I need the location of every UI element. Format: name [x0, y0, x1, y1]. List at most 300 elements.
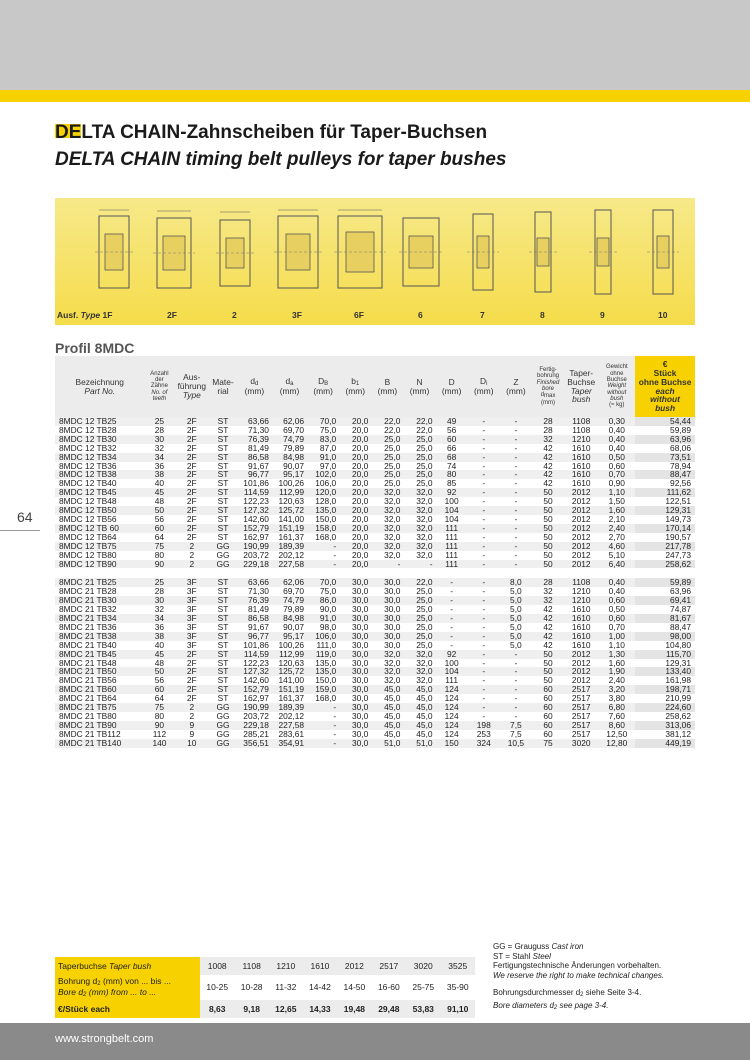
table-cell: - [500, 650, 532, 659]
table-cell: 124 [436, 721, 468, 730]
table-cell: 7,5 [500, 721, 532, 730]
table-cell: 2012 [564, 497, 598, 506]
table-row [55, 641, 695, 650]
table-cell: 74,79 [272, 596, 307, 605]
table-cell: - [468, 551, 500, 560]
table-cell: 30,0 [339, 587, 371, 596]
table-cell: 2F [174, 479, 209, 488]
table-cell: - [500, 533, 532, 542]
table-cell: 198 [468, 721, 500, 730]
table-cell: 34 [145, 453, 175, 462]
table-cell: 60 [532, 730, 564, 739]
table-cell: 229,18 [237, 560, 272, 569]
table-cell: 96,77 [237, 470, 272, 479]
table-cell: 20,0 [339, 551, 371, 560]
bush-row-sizes [55, 957, 475, 975]
table-cell: - [307, 551, 339, 560]
table-cell: 42 [532, 453, 564, 462]
table-cell: 2517 [564, 685, 598, 694]
table-cell: 50 [532, 497, 564, 506]
table-cell: 25,0 [403, 614, 435, 623]
table-cell: ST [209, 659, 237, 668]
table-cell: 20,0 [339, 560, 371, 569]
table-cell: 7,60 [598, 712, 635, 721]
bush-cell: 10-28 [234, 975, 268, 1000]
table-cell: - [307, 739, 339, 748]
table-cell: 1,00 [598, 632, 635, 641]
table-cell: - [500, 694, 532, 703]
table-cell: 30,0 [339, 721, 371, 730]
table-cell: 3F [174, 632, 209, 641]
bush-cell: 35-90 [440, 975, 475, 1000]
table-cell: 68,06 [635, 444, 695, 453]
table-cell: GG [209, 703, 237, 712]
table-cell: - [500, 685, 532, 694]
table-cell: - [436, 596, 468, 605]
table-cell: 9 [174, 721, 209, 730]
table-group-spacer [55, 568, 695, 578]
table-cell: 2F [174, 497, 209, 506]
table-cell: GG [209, 560, 237, 569]
table-cell: 42 [532, 641, 564, 650]
table-cell: - [468, 614, 500, 623]
table-cell: 1210 [564, 435, 598, 444]
table-cell: 95,17 [272, 470, 307, 479]
table-cell: 12,80 [598, 739, 635, 748]
table-cell: - [468, 659, 500, 668]
table-cell: 2F [174, 435, 209, 444]
table-cell: GG [209, 739, 237, 748]
table-cell: - [468, 524, 500, 533]
table-cell: 189,39 [272, 703, 307, 712]
table-cell: 51,0 [403, 739, 435, 748]
table-cell: 2F [174, 426, 209, 435]
figure-label-6: 6 [418, 310, 423, 320]
table-cell: 30,0 [339, 632, 371, 641]
table-cell: 87,0 [307, 444, 339, 453]
table-cell: 135,0 [307, 506, 339, 515]
table-cell: 2 [174, 542, 209, 551]
table-cell: 28 [145, 587, 175, 596]
table-cell: 30,0 [371, 587, 403, 596]
table-cell: 30,0 [339, 712, 371, 721]
table-cell: - [468, 488, 500, 497]
table-cell: 2F [174, 533, 209, 542]
table-cell: 127,32 [237, 506, 272, 515]
table-cell: 203,72 [237, 551, 272, 560]
table-cell: - [468, 605, 500, 614]
table-cell: 124 [436, 730, 468, 739]
table-cell: 135,0 [307, 659, 339, 668]
table-cell: 32,0 [371, 551, 403, 560]
table-cell: 2,10 [598, 515, 635, 524]
table-cell: - [307, 542, 339, 551]
table-cell: - [468, 417, 500, 426]
table-cell: 78,94 [635, 462, 695, 471]
table-cell: 60 [532, 712, 564, 721]
table-cell: 104 [436, 506, 468, 515]
table-cell: 45,0 [371, 730, 403, 739]
table-cell: 140 [145, 739, 175, 748]
table-cell: 227,58 [272, 721, 307, 730]
table-cell: - [468, 426, 500, 435]
table-cell: 6,80 [598, 703, 635, 712]
table-row [55, 453, 695, 462]
pulley-drawing-3f [270, 206, 326, 298]
col-taper-bush: Taper- Buchse Taper bush [564, 356, 598, 417]
table-cell: - [468, 685, 500, 694]
table-cell: - [500, 417, 532, 426]
table-cell: 8MDC 21 TB140 [55, 739, 145, 748]
table-cell: 210,99 [635, 694, 695, 703]
table-cell: 20,0 [339, 524, 371, 533]
table-cell: 122,51 [635, 497, 695, 506]
table-cell: 111 [436, 551, 468, 560]
bush-cell: 3020 [406, 957, 440, 975]
table-cell: 32,0 [403, 667, 435, 676]
table-cell: - [500, 515, 532, 524]
table-cell: ST [209, 533, 237, 542]
table-cell: 59,89 [635, 578, 695, 587]
col-designation: Bezeichnung Part No. [55, 356, 145, 417]
table-cell: 45 [145, 650, 175, 659]
pulley-drawing-2 [208, 206, 264, 298]
table-cell: 50 [532, 533, 564, 542]
table-cell: 2F [174, 488, 209, 497]
table-cell: 45,0 [371, 703, 403, 712]
table-cell: 2012 [564, 542, 598, 551]
table-cell: 34 [145, 614, 175, 623]
table-cell: 159,0 [307, 685, 339, 694]
table-cell: 8MDC 21 TB34 [55, 614, 145, 623]
table-cell: 22,0 [403, 417, 435, 426]
table-row [55, 694, 695, 703]
table-cell: 152,79 [237, 524, 272, 533]
table-cell: 8MDC 21 TB40 [55, 641, 145, 650]
table-cell: - [500, 551, 532, 560]
table-cell: - [436, 587, 468, 596]
page-number-rule [0, 530, 40, 531]
table-cell: 25,0 [403, 587, 435, 596]
col-dd: dd (mm) [237, 356, 272, 417]
table-cell: 112 [145, 730, 175, 739]
table-cell: 2012 [564, 488, 598, 497]
table-cell: 127,32 [237, 667, 272, 676]
table-cell: 8MDC 12 TB64 [55, 533, 145, 542]
table-cell: 101,86 [237, 641, 272, 650]
table-cell: 449,19 [635, 739, 695, 748]
table-cell: 8MDC 21 TB30 [55, 596, 145, 605]
table-cell: ST [209, 641, 237, 650]
table-cell: 45,0 [371, 694, 403, 703]
table-cell: 114,59 [237, 488, 272, 497]
pulley-drawing-2f [147, 206, 203, 298]
table-cell: GG [209, 712, 237, 721]
table-cell: 64 [145, 533, 175, 542]
table-cell: 69,70 [272, 587, 307, 596]
table-cell: 28 [145, 426, 175, 435]
table-cell: 8MDC 21 TB32 [55, 605, 145, 614]
table-cell: 0,60 [598, 596, 635, 605]
table-cell: 356,51 [237, 739, 272, 748]
table-cell: 2F [174, 659, 209, 668]
table-cell: 63,66 [237, 578, 272, 587]
table-row [55, 596, 695, 605]
table-cell: 0,40 [598, 578, 635, 587]
table-cell: GG [209, 551, 237, 560]
table-cell: 30,0 [339, 667, 371, 676]
table-cell: 32,0 [371, 533, 403, 542]
table-cell: 3F [174, 596, 209, 605]
figure-label-2f: 2F [167, 310, 177, 320]
table-cell: 8MDC 12 TB30 [55, 435, 145, 444]
figure-label-9: 9 [600, 310, 605, 320]
table-cell: 32 [145, 444, 175, 453]
table-cell: 86,58 [237, 614, 272, 623]
table-cell: 25,0 [403, 632, 435, 641]
table-cell: ST [209, 605, 237, 614]
table-cell: - [500, 667, 532, 676]
pulley-drawing-6 [393, 206, 449, 298]
table-cell: 25,0 [403, 641, 435, 650]
table-cell: 111 [436, 676, 468, 685]
table-cell: 7,5 [500, 730, 532, 739]
table-cell: 32,0 [371, 488, 403, 497]
table-cell: 8MDC 12 TB38 [55, 470, 145, 479]
pulley-drawing-7 [455, 206, 511, 298]
table-cell: 1210 [564, 587, 598, 596]
figure-label-3f: 3F [292, 310, 302, 320]
table-cell: 25,0 [403, 444, 435, 453]
table-cell: 170,14 [635, 524, 695, 533]
bush-cell: 3525 [440, 957, 475, 975]
bush-cell: 2012 [337, 957, 371, 975]
table-cell: 32,0 [371, 659, 403, 668]
table-cell: 8MDC 21 TB60 [55, 685, 145, 694]
table-cell: GG [209, 721, 237, 730]
table-cell: 111 [436, 533, 468, 542]
table-cell: 30 [145, 596, 175, 605]
footer-url-link[interactable]: www.strongbelt.com [55, 1033, 154, 1045]
table-cell: 62,06 [272, 578, 307, 587]
table-cell: 48 [145, 659, 175, 668]
table-cell: 229,18 [237, 721, 272, 730]
col-d: D (mm) [436, 356, 468, 417]
table-cell: 75 [145, 542, 175, 551]
col-da: da (mm) [272, 356, 307, 417]
table-cell: 30,0 [371, 605, 403, 614]
table-cell: 63,96 [635, 435, 695, 444]
table-row [55, 470, 695, 479]
table-cell: 32,0 [403, 676, 435, 685]
table-cell: 79,89 [272, 605, 307, 614]
table-cell: 91,0 [307, 614, 339, 623]
table-cell: 20,0 [339, 470, 371, 479]
table-cell: 50 [532, 650, 564, 659]
table-cell: 32,0 [371, 524, 403, 533]
table-cell: ST [209, 596, 237, 605]
table-cell: 81,49 [237, 605, 272, 614]
table-cell: 1108 [564, 578, 598, 587]
table-cell: 158,0 [307, 524, 339, 533]
table-cell: 32 [532, 435, 564, 444]
table-cell: 22,0 [371, 417, 403, 426]
bush-row-label: €/Stück each [55, 1000, 200, 1018]
table-row [55, 578, 695, 587]
table-cell: - [468, 703, 500, 712]
table-cell: - [500, 435, 532, 444]
table-row [55, 444, 695, 453]
table-cell: 1610 [564, 623, 598, 632]
table-cell: 120,63 [272, 659, 307, 668]
table-cell: ST [209, 614, 237, 623]
table-cell: 30 [145, 435, 175, 444]
table-cell: ST [209, 506, 237, 515]
table-cell: 190,99 [237, 542, 272, 551]
table-cell: 30,0 [339, 659, 371, 668]
table-cell: ST [209, 623, 237, 632]
table-cell: 74 [436, 462, 468, 471]
table-cell: 8MDC 12 TB34 [55, 453, 145, 462]
bush-cell: 14-50 [337, 975, 371, 1000]
table-cell: 1210 [564, 596, 598, 605]
table-cell: 83,0 [307, 435, 339, 444]
table-cell: 104 [436, 667, 468, 676]
bush-cell: 10-25 [200, 975, 234, 1000]
table-cell: 60 [532, 685, 564, 694]
table-cell: 2F [174, 524, 209, 533]
table-cell: 168,0 [307, 694, 339, 703]
table-cell: 70,0 [307, 578, 339, 587]
table-cell: 98,0 [307, 623, 339, 632]
bush-cell: 14,33 [303, 1000, 337, 1018]
table-cell: ST [209, 462, 237, 471]
table-cell: 0,50 [598, 605, 635, 614]
table-cell: 38 [145, 470, 175, 479]
table-cell: 2F [174, 515, 209, 524]
table-cell: 151,19 [272, 524, 307, 533]
table-cell: - [436, 632, 468, 641]
table-cell: 8MDC 21 TB112 [55, 730, 145, 739]
bush-cell: 53,83 [406, 1000, 440, 1018]
table-cell: 3F [174, 578, 209, 587]
table-body [55, 417, 695, 748]
table-cell: 48 [145, 497, 175, 506]
table-cell: 32 [532, 587, 564, 596]
table-cell: 25 [145, 578, 175, 587]
table-cell: 8MDC 12 TB32 [55, 444, 145, 453]
table-cell: - [307, 703, 339, 712]
table-cell: ST [209, 417, 237, 426]
table-cell: 32,0 [403, 497, 435, 506]
page-title-de: DELTA CHAIN-Zahnscheiben für Taper-Buchsen [55, 122, 488, 143]
table-cell: - [500, 506, 532, 515]
table-cell: 1610 [564, 453, 598, 462]
table-cell: 74,87 [635, 605, 695, 614]
table-cell: 8MDC 12 TB56 [55, 515, 145, 524]
table-cell: ST [209, 694, 237, 703]
table-cell: 32,0 [371, 515, 403, 524]
table-cell: 0,40 [598, 426, 635, 435]
table-cell: 90,07 [272, 462, 307, 471]
table-cell: 8,0 [500, 578, 532, 587]
table-cell: 75 [532, 739, 564, 748]
table-cell: 4,60 [598, 542, 635, 551]
note-st: ST = Stahl Steel [493, 951, 551, 961]
table-cell: 20,0 [339, 533, 371, 542]
table-cell: 25,0 [403, 453, 435, 462]
table-cell: 25,0 [371, 470, 403, 479]
table-cell: 6,40 [598, 560, 635, 569]
table-cell: 49 [436, 417, 468, 426]
table-cell: - [468, 515, 500, 524]
table-cell: 224,60 [635, 703, 695, 712]
table-row [55, 676, 695, 685]
table-cell: - [436, 614, 468, 623]
table-cell: 8MDC 21 TB48 [55, 659, 145, 668]
table-cell: 20,0 [339, 444, 371, 453]
table-cell: 10,5 [500, 739, 532, 748]
table-cell: 95,17 [272, 632, 307, 641]
col-weight: Gewicht ohne Buchse Weight without bush (≈ kg) [598, 356, 635, 417]
col-n: N (mm) [403, 356, 435, 417]
table-cell: 74,79 [272, 435, 307, 444]
table-cell: 102,0 [307, 470, 339, 479]
table-cell: 42 [532, 623, 564, 632]
col-z: Z (mm) [500, 356, 532, 417]
table-cell: 283,61 [272, 730, 307, 739]
table-cell: - [468, 667, 500, 676]
table-cell: 45 [145, 488, 175, 497]
table-cell: 2F [174, 694, 209, 703]
table-cell: 2012 [564, 560, 598, 569]
bush-row-label: Bohrung d2 (mm) von ... bis ... Bore d2 (mm) from ... to ... [55, 975, 200, 1000]
table-row [55, 551, 695, 560]
table-cell: 125,72 [272, 667, 307, 676]
table-row [55, 739, 695, 748]
bush-cell: 1210 [269, 957, 303, 975]
table-cell: 2 [174, 703, 209, 712]
table-cell: 129,31 [635, 506, 695, 515]
table-cell: 28 [532, 426, 564, 435]
table-cell: 2012 [564, 667, 598, 676]
pulley-drawing-9 [575, 206, 631, 298]
table-cell: - [468, 533, 500, 542]
table-cell: 5,0 [500, 623, 532, 632]
table-cell: - [468, 712, 500, 721]
table-cell: 1,50 [598, 497, 635, 506]
table-cell: 28 [532, 578, 564, 587]
table-cell: 38 [145, 632, 175, 641]
table-cell: 80 [145, 551, 175, 560]
table-row [55, 506, 695, 515]
profile-title: Profil 8MDC [55, 340, 135, 356]
table-cell: 30,0 [371, 578, 403, 587]
table-cell: 2F [174, 462, 209, 471]
table-row [55, 426, 695, 435]
table-cell: 2,70 [598, 533, 635, 542]
table-cell: 152,79 [237, 685, 272, 694]
table-cell: 22,0 [371, 426, 403, 435]
table-cell: - [468, 453, 500, 462]
table-cell: 120,63 [272, 497, 307, 506]
table-cell: 2F [174, 444, 209, 453]
figure-label-10: 10 [658, 310, 668, 320]
table-cell: 50 [532, 542, 564, 551]
table-cell: 25,0 [403, 605, 435, 614]
table-cell: 60 [532, 694, 564, 703]
bush-cell: 1008 [200, 957, 234, 975]
